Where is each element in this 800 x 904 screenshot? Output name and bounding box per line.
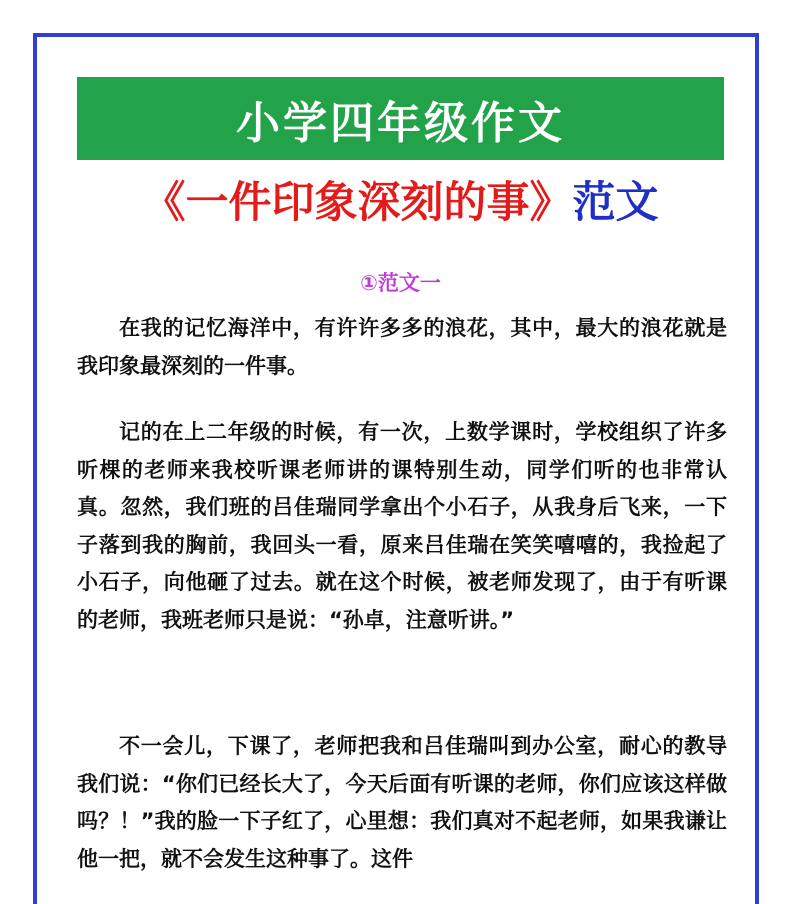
essay-title-suffix: 范文 [572, 178, 659, 228]
paragraph-3: 不一会儿，下课了，老师把我和吕佳瑞叫到办公室，耐心的教导我们说：“你们已经长大了，今天后面有听课的老师，你们应该这样做吗？！”我的脸一下子红了，心里想：我们真对不起老师，如果我谦让他一把，就不会发生这种事了。这件 [77, 734, 727, 871]
paragraph-1: 在我的记忆海洋中，有许许多多的浪花，其中，最大的浪花就是我印象最深刻的一件事。 [77, 316, 727, 378]
banner-title: 小学四年级作文 [236, 97, 565, 149]
essay-title [77, 168, 724, 238]
paragraph-2: 记的在上二年级的时候，有一次，上数学课时，学校组织了许多听棵的老师来我校听课老师讲的课特别生动，同学们听的也非常认真。忽然，我们班的吕佳瑞同学拿出个小石子，从我身后飞来，一下子落到我的胸前，我回头一看，原来吕佳瑞在笑笑嘻嘻的，我捡起了小石子，向他砸了过去。就在这个时候，被老师发现了，由于有听课的老师，我班老师只是说：“孙卓，注意听讲。” [77, 420, 727, 632]
title-banner [77, 77, 724, 160]
essay-title-text: 《一件印象深刻的事》 [142, 178, 573, 228]
section-heading: ①范文一 [360, 271, 441, 295]
